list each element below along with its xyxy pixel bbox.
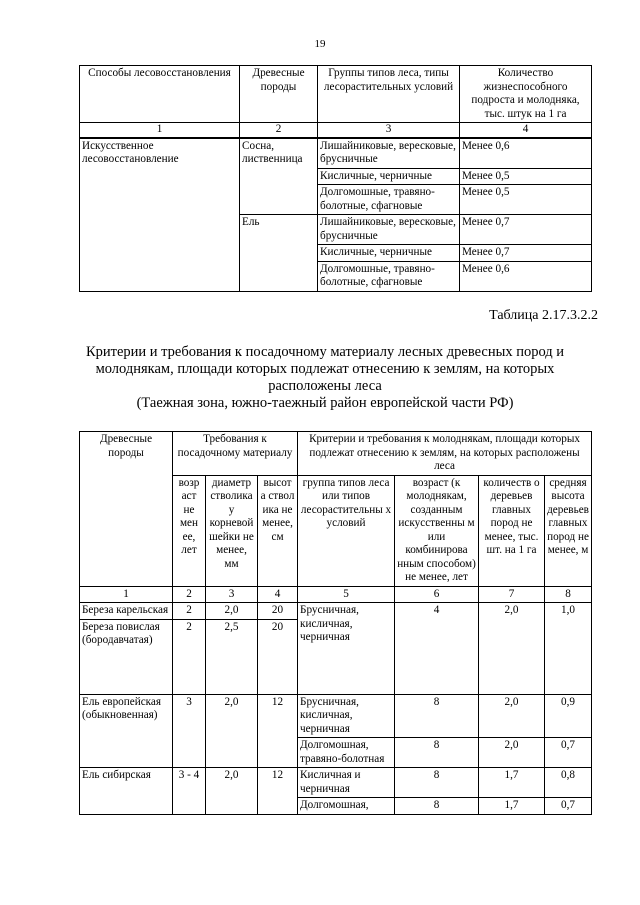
amount-cell: Менее 0,7 [460, 245, 592, 262]
count-cell: 2,0 [479, 738, 545, 768]
subheader-cell: средняя высота деревьев главных пород не менее, м [545, 475, 592, 586]
height-cell: 12 [258, 768, 298, 815]
header-cell: Группы типов леса, типы лесорастительных условий [318, 66, 460, 123]
age-cell: 3 - 4 [173, 768, 206, 815]
avg-height-cell: 0,7 [545, 738, 592, 768]
group-cell: Кисличная и черничная [298, 768, 395, 798]
header-cell: Способы лесовосстановления [80, 66, 240, 123]
subheader-cell: возр аст не мен ее, лет [173, 475, 206, 586]
forest-type-cell: Лишайниковые, вересковые, брусничные [318, 215, 460, 245]
table-label: Таблица 2.17.3.2.2 [489, 308, 598, 323]
young-age-cell: 8 [395, 738, 479, 768]
column-number: 8 [545, 586, 592, 603]
group-cell: Долгомошная, травяно-болотная [298, 738, 395, 768]
avg-height-cell: 1,0 [545, 603, 592, 695]
young-age-cell: 4 [395, 603, 479, 695]
age-cell: 2 [173, 619, 206, 694]
header-cell: Древесные породы [240, 66, 318, 123]
amount-cell: Менее 0,6 [460, 261, 592, 291]
table-header-row [80, 66, 592, 123]
diameter-cell: 2,0 [206, 768, 258, 815]
subheader-cell: высот а ствол ика не менее, см [258, 475, 298, 586]
count-cell: 1,7 [479, 768, 545, 798]
young-age-cell: 8 [395, 768, 479, 798]
table-row [80, 138, 592, 169]
header-species: Древесные породы [80, 432, 173, 587]
header-young: Критерии и требования к молоднякам, площади которых подлежат отнесению к землям, на которых расположены леса [298, 432, 592, 476]
column-number: 1 [80, 586, 173, 603]
subheader-cell: группа типов леса или типов лесорастительны х условий [298, 475, 395, 586]
height-cell: 20 [258, 603, 298, 620]
column-number: 3 [318, 123, 460, 138]
count-cell: 2,0 [479, 694, 545, 738]
forest-type-cell: Лишайниковые, вересковые, брусничные [318, 138, 460, 169]
header-planting: Требования к посадочному материалу [173, 432, 298, 476]
young-age-cell: 8 [395, 694, 479, 738]
height-cell: 20 [258, 619, 298, 694]
species-cell: Ель [240, 215, 318, 292]
species-cell: Береза карельская [80, 603, 173, 620]
avg-height-cell: 0,8 [545, 768, 592, 798]
diameter-cell: 2,0 [206, 694, 258, 768]
column-number: 7 [479, 586, 545, 603]
table-header-row [80, 432, 592, 476]
column-number: 5 [298, 586, 395, 603]
column-number: 2 [173, 586, 206, 603]
column-number: 6 [395, 586, 479, 603]
young-age-cell: 8 [395, 798, 479, 815]
method-cell: Искусственное лесовосстановление [80, 138, 240, 292]
species-cell: Ель европейская (обыкновенная) [80, 694, 173, 768]
species-cell: Сосна, лиственница [240, 138, 318, 215]
column-number-row [80, 586, 592, 603]
title-line: молоднякам, площади которых подлежат отнесению к землям, на которых [95, 361, 555, 377]
avg-height-cell: 0,9 [545, 694, 592, 738]
group-cell: Долгомошная, [298, 798, 395, 815]
height-cell: 12 [258, 694, 298, 768]
title-subtitle: (Таежная зона, южно-таежный район европейской части РФ) [136, 395, 514, 411]
species-cell: Ель сибирская [80, 768, 173, 815]
column-number: 4 [460, 123, 592, 138]
subheader-cell: диаметр стволика у корневой шейки не менее, мм [206, 475, 258, 586]
title-line: Критерии и требования к посадочному материалу лесных древесных пород и [85, 344, 565, 360]
table-title [60, 344, 590, 412]
amount-cell: Менее 0,6 [460, 138, 592, 169]
subheader-cell: количеств о деревьев главных пород не менее, тыс. шт. на 1 га [479, 475, 545, 586]
diameter-cell: 2,0 [206, 603, 258, 620]
column-number: 4 [258, 586, 298, 603]
title-line: расположены леса [268, 378, 382, 394]
restoration-table [79, 65, 592, 292]
column-number: 3 [206, 586, 258, 603]
amount-cell: Менее 0,5 [460, 185, 592, 215]
avg-height-cell: 0,7 [545, 798, 592, 815]
amount-cell: Менее 0,5 [460, 168, 592, 185]
forest-type-cell: Кисличные, черничные [318, 168, 460, 185]
criteria-table [79, 431, 592, 815]
header-cell: Количество жизнеспособного подроста и молодняка, тыс. штук на 1 га [460, 66, 592, 123]
amount-cell: Менее 0,7 [460, 215, 592, 245]
age-cell: 3 [173, 694, 206, 768]
forest-type-cell: Долгомошные, травяно-болотные, сфагновые [318, 185, 460, 215]
diameter-cell: 2,5 [206, 619, 258, 694]
group-cell: Брусничная, кисличная, черничная [298, 694, 395, 738]
count-cell: 2,0 [479, 603, 545, 695]
forest-type-cell: Долгомошные, травяно-болотные, сфагновые [318, 261, 460, 291]
subheader-cell: возраст (к молоднякам, созданным искусственны м или комбинирова нным способом) не менее, лет [395, 475, 479, 586]
page-number: 19 [314, 38, 326, 50]
age-cell: 2 [173, 603, 206, 620]
column-number: 2 [240, 123, 318, 138]
table-row [80, 603, 592, 620]
forest-type-cell: Кисличные, черничные [318, 245, 460, 262]
table-row [80, 768, 592, 798]
species-cell: Береза повислая (бородавчатая) [80, 619, 173, 694]
group-cell: Брусничная, кисличная, черничная [298, 603, 395, 695]
column-number-row [80, 123, 592, 138]
count-cell: 1,7 [479, 798, 545, 815]
column-number: 1 [80, 123, 240, 138]
table-row [80, 694, 592, 738]
